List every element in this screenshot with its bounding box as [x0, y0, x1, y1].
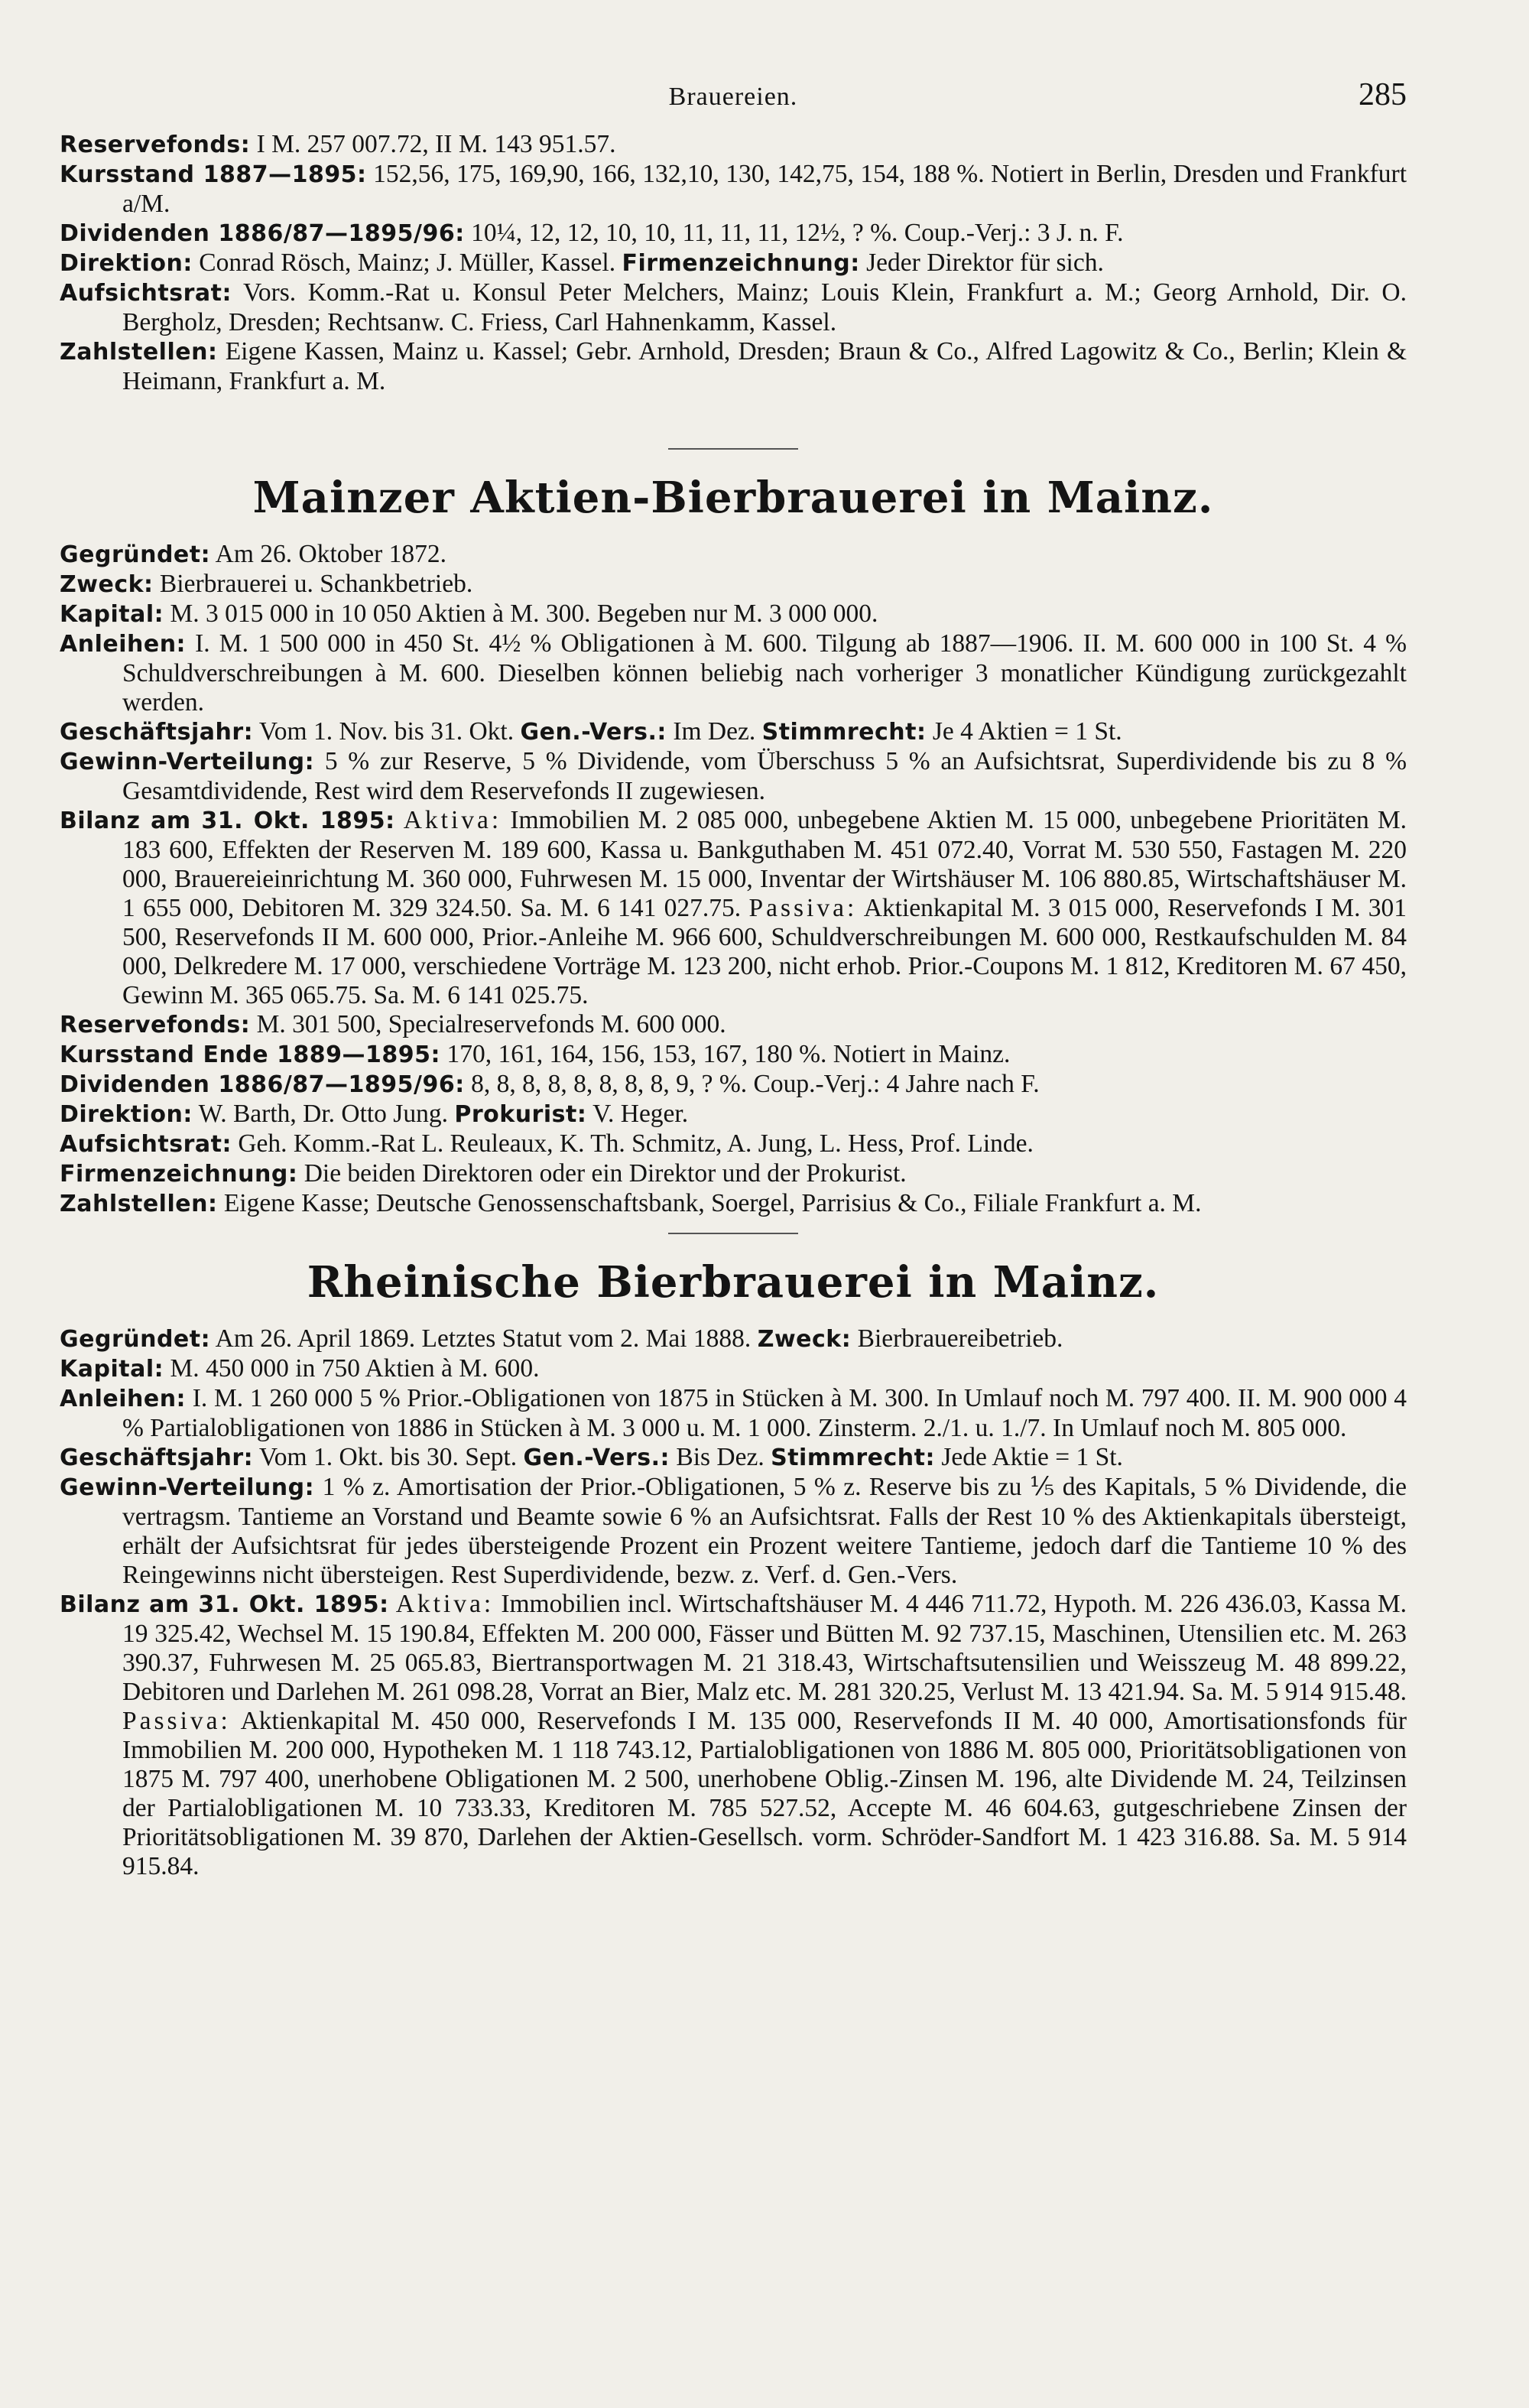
field-label: Zahlstellen:: [60, 339, 218, 366]
field-text: Geh. Komm.-Rat L. Reuleaux, K. Th. Schmitz, A. Jung, L. Hess, Prof. Linde.: [238, 1129, 1034, 1158]
passiva-text: Aktienkapital M. 450 000, Reservefonds I M. 135 000, Reservefonds II M. 40 000, Amortisationsfonds für Immobilien M. 200 000, Hypotheken M. 1 118 743.12, Partialobligationen von 1886 M. 805 000, Prioritätsobligationen von 1875 M. 797 400, unerhobene Obligationen M. 2 500, unerhobene Oblig.-Zinsen M. 196, alte Dividende M. 24, Teilzinsen der Partialobligationen M. 10 733.33, Kreditoren M. 785 527.52, Accepte M. 46 604.63, gutgeschriebene Zinsen der Prioritätsobligationen M. 39 870, Darlehen der Aktien-Gesellsch. vorm. Schröder-Sandfort M. 1 423 316.88. Sa. M. 5 914 915.84.: [122, 1707, 1407, 1880]
field-label: Aufsichtsrat:: [60, 280, 232, 307]
field-label: Kursstand Ende 1889—1895:: [60, 1042, 441, 1068]
field-label: Dividenden 1886/87—1895/96:: [60, 1071, 465, 1098]
field-label: Reservefonds:: [60, 132, 251, 158]
company-entry-mainzer: [60, 540, 1407, 1219]
entry-dividenden: [60, 219, 1407, 249]
field-label: Firmenzeichnung:: [622, 250, 860, 277]
field-label: Gewinn-Verteilung:: [60, 749, 315, 775]
aktiva-text: Immobilien incl. Wirtschaftshäuser M. 4 446 711.72, Hypoth. M. 226 436.03, Kassa M. 19 325.42, Wechsel M. 15 190.84, Effekten M. 200 000, Fässer und Bütten M. 92 737.15, Maschinen, Utensilien etc. M. 263 390.37, Fuhrwesen M. 25 065.83, Biertransportwagen M. 21 318.43, Wirtschaftsutensilien und Weisszeug M. 48 899.22, Debitoren und Darlehen M. 261 098.28, Vorrat an Bier, Malz etc. M. 281 320.25, Verlust M. 13 421.94. Sa. M. 5 914 915.48.: [122, 1590, 1407, 1706]
entry-geschaeftsjahr: [60, 717, 1407, 747]
field-text: Jede Aktie = 1 St.: [941, 1443, 1123, 1471]
field-label: Zahlstellen:: [60, 1191, 218, 1217]
field-label: Stimmrecht:: [771, 1444, 935, 1471]
field-label: Direktion:: [60, 1101, 193, 1128]
field-label: Dividenden 1886/87—1895/96:: [60, 220, 465, 247]
field-text: Im Dez.: [673, 717, 756, 746]
entry-reservefonds: [60, 130, 1407, 160]
entry-zahlstellen: [60, 1189, 1407, 1219]
entry-gewinn-verteilung: [60, 1473, 1407, 1590]
passiva-label: Passiva:: [748, 894, 858, 922]
passiva-text: Aktienkapital M. 3 015 000, Reservefonds I M. 301 500, Reservefonds II M. 600 000, Prior.-Anleihe M. 966 600, Schuldverschreibungen M. 600 000, Restkaufschulden M. 84 000, Delkredere M. 17 000, verschiedene Vorträge M. 123 200, nicht erhob. Prior.-Coupons M. 1 812, Kreditoren M. 67 450, Gewinn M. 365 065.75. Sa. M. 6 141 025.75.: [122, 894, 1407, 1009]
aktiva-label: Aktiva:: [403, 806, 502, 834]
previous-entry-continuation: [60, 130, 1407, 396]
entry-anleihen: [60, 629, 1407, 717]
entry-zahlstellen: [60, 337, 1407, 396]
entry-direktion: [60, 1100, 1407, 1129]
field-label: Gen.-Vers.:: [523, 1444, 670, 1471]
field-label: Bilanz am 31. Okt. 1895:: [60, 808, 395, 834]
field-text: W. Barth, Dr. Otto Jung.: [198, 1100, 448, 1128]
company-title-rheinische: Rheinische Bierbrauerei in Mainz.: [307, 1257, 1160, 1308]
field-label: Stimmrecht:: [761, 719, 927, 746]
company-title-mainzer: Mainzer Aktien-Bierbrauerei in Mainz.: [252, 473, 1214, 523]
aktiva-label: Aktiva:: [395, 1590, 495, 1618]
field-label: Anleihen:: [60, 631, 187, 658]
section-divider: [668, 448, 798, 450]
field-label: Bilanz am 31. Okt. 1895:: [60, 1591, 389, 1618]
entry-bilanz: [60, 806, 1407, 1010]
entry-geschaeftsjahr: [60, 1443, 1407, 1473]
field-text: Bis Dez.: [676, 1443, 764, 1471]
field-label: Prokurist:: [454, 1101, 587, 1128]
field-label: Aufsichtsrat:: [60, 1131, 232, 1158]
field-text: Eigene Kasse; Deutsche Genossenschaftsbank, Soergel, Parrisius & Co., Filiale Frankfurt a. M.: [223, 1189, 1202, 1217]
field-label: Kapital:: [60, 1356, 164, 1383]
field-label: Gen.-Vers.:: [520, 719, 667, 746]
field-text: Vom 1. Okt. bis 30. Sept.: [258, 1443, 518, 1471]
field-label: Zweck:: [757, 1326, 852, 1353]
entry-firmenzeichnung: [60, 1159, 1407, 1189]
entry-direktion: [60, 249, 1407, 278]
field-text: M. 301 500, Specialreservefonds M. 600 000.: [256, 1010, 726, 1038]
entry-zweck: [60, 570, 1407, 600]
field-text: Conrad Rösch, Mainz; J. Müller, Kassel.: [199, 249, 616, 277]
entry-aufsichtsrat: [60, 1129, 1407, 1159]
entry-gegruendet: [60, 1324, 1407, 1354]
field-text: I. M. 1 260 000 5 % Prior.-Obligationen von 1875 in Stücken à M. 300. In Umlauf noch M. 797 400. II. M. 900 000 4 % Partialobligationen von 1886 in Stücken à M. 3 000 u. M. 1 000. Zinsterm. 2./1. u. 1./7. In Umlauf noch M. 805 000.: [122, 1384, 1407, 1442]
field-text: M. 3 015 000 in 10 050 Aktien à M. 300. Begeben nur M. 3 000 000.: [170, 600, 878, 628]
field-label: Kursstand 1887—1895:: [60, 161, 367, 188]
passiva-label: Passiva:: [122, 1707, 231, 1735]
field-text: Jeder Direktor für sich.: [866, 249, 1104, 277]
field-text: Am 26. April 1869. Letztes Statut vom 2. Mai 1888.: [215, 1324, 752, 1353]
entry-kapital: [60, 600, 1407, 629]
field-text: Je 4 Aktien = 1 St.: [932, 717, 1122, 746]
aktiva-text: Immobilien M. 2 085 000, unbegebene Aktien M. 15 000, unbegebene Prioritäten M. 183 600, Effekten der Reserven M. 189 600, Kassa u. Bankguthaben M. 451 072.40, Vorrat M. 530 550, Fastagen M. 220 000, Brauereieinrichtung M. 360 000, Fuhrwesen M. 15 000, Inventar der Wirtshäuser M. 106 880.85, Wirtschaftshäuser M. 1 655 000, Debitoren M. 329 324.50. Sa. M. 6 141 027.75.: [122, 806, 1407, 922]
field-label: Gegründet:: [60, 541, 211, 568]
entry-gewinn-verteilung: [60, 747, 1407, 806]
entry-kursstand: [60, 160, 1407, 219]
field-text: Bierbrauereibetrieb.: [857, 1324, 1063, 1353]
field-label: Anleihen:: [60, 1386, 187, 1412]
entry-dividenden: [60, 1070, 1407, 1100]
field-label: Gegründet:: [60, 1326, 211, 1353]
entry-gegruendet: [60, 540, 1407, 570]
field-label: Kapital:: [60, 601, 164, 628]
field-text: 170, 161, 164, 156, 153, 167, 180 %. Notiert in Mainz.: [446, 1040, 1011, 1068]
entry-kapital: [60, 1354, 1407, 1384]
field-text: 5 % zur Reserve, 5 % Dividende, vom Überschuss 5 % an Aufsichtsrat, Superdividende bis zu 8 % Gesamtdividende, Rest wird dem Reservefonds II zugewiesen.: [122, 747, 1407, 805]
field-text: 8, 8, 8, 8, 8, 8, 8, 8, 9, ? %. Coup.-Verj.: 4 Jahre nach F.: [471, 1070, 1040, 1098]
field-text: I. M. 1 500 000 in 450 St. 4½ % Obligationen à M. 600. Tilgung ab 1887—1906. II. M. 600 000 in 100 St. 4 % Schuldverschreibungen à M. 600. Dieselben können beliebig nach vorheriger 3 monatlicher Kündigung zurückgezahlt werden.: [122, 629, 1407, 717]
field-text: Vors. Komm.-Rat u. Konsul Peter Melchers, Mainz; Louis Klein, Frankfurt a. M.; Georg Arnhold, Dir. O. Bergholz, Dresden; Rechtsanw. C. Friess, Carl Hahnenkamm, Kassel.: [122, 278, 1407, 336]
company-entry-rheinische: [60, 1324, 1407, 1881]
field-text: 10¼, 12, 12, 10, 10, 11, 11, 11, 12½, ? %. Coup.-Verj.: 3 J. n. F.: [471, 219, 1124, 247]
field-label: Direktion:: [60, 250, 193, 277]
field-label: Geschäftsjahr:: [60, 719, 254, 746]
page-header: [60, 76, 1407, 130]
field-label: Reservefonds:: [60, 1012, 251, 1038]
field-text: M. 450 000 in 750 Aktien à M. 600.: [170, 1354, 540, 1383]
field-text: 1 % z. Amortisation der Prior.-Obligationen, 5 % z. Reserve bis zu ⅕ des Kapitals, 5 % Dividende, die vertragsm. Tantieme an Vorstand und Beamte sowie 6 % an Aufsichtsrat. Falls der Rest 10 % des Aktienkapitals übersteigt, erhält der Aufsichtsrat für jedes übersteigende Prozent ein Prozent weitere Tantieme, jedoch darf die Tantieme 10 % des Reingewinns nicht übersteigen. Rest Superdividende, bezw. z. Verf. d. Gen.-Vers.: [122, 1473, 1407, 1589]
section-divider: [668, 1233, 798, 1234]
page-number: 285: [1359, 77, 1407, 112]
field-text: Vom 1. Nov. bis 31. Okt.: [258, 717, 515, 746]
field-text: 152,56, 175, 169,90, 166, 132,10, 130, 142,75, 154, 188 %. Notiert in Berlin, Dresden und Frankfurt a/M.: [122, 160, 1407, 218]
book-page: [60, 76, 1407, 1881]
field-label: Gewinn-Verteilung:: [60, 1474, 315, 1501]
field-label: Firmenzeichnung:: [60, 1161, 298, 1188]
field-text: V. Heger.: [592, 1100, 689, 1128]
field-label: Geschäftsjahr:: [60, 1444, 254, 1471]
entry-bilanz: [60, 1590, 1407, 1881]
entry-anleihen: [60, 1384, 1407, 1443]
field-label: Zweck:: [60, 571, 154, 598]
field-text: Bierbrauerei u. Schankbetrieb.: [159, 570, 473, 598]
field-text: I M. 257 007.72, II M. 143 951.57.: [256, 130, 616, 158]
entry-kursstand: [60, 1040, 1407, 1070]
entry-reservefonds: [60, 1010, 1407, 1040]
field-text: Am 26. Oktober 1872.: [215, 540, 447, 568]
field-text: Die beiden Direktoren oder ein Direktor und der Prokurist.: [304, 1159, 907, 1188]
entry-aufsichtsrat: [60, 278, 1407, 337]
field-text: Eigene Kassen, Mainz u. Kassel; Gebr. Arnhold, Dresden; Braun & Co., Alfred Lagowitz & Co., Berlin; Klein & Heimann, Frankfurt a. M.: [122, 337, 1407, 395]
running-title: Brauereien.: [668, 83, 798, 111]
